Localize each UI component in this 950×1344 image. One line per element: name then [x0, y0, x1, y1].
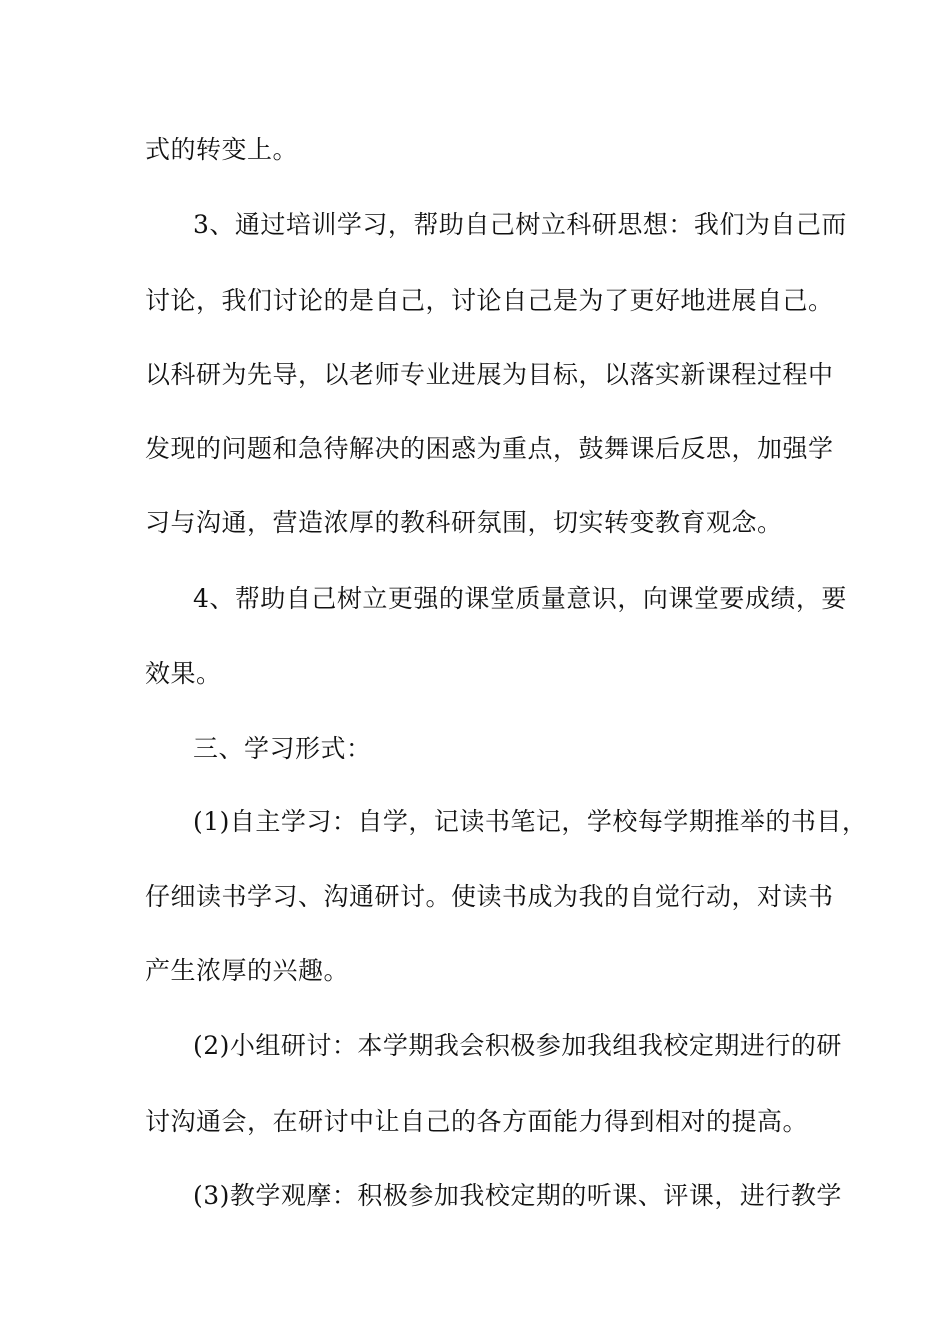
text-line: 发现的问题和急待解决的困惑为重点，鼓舞课后反思，加强学	[145, 434, 834, 463]
text-line: (2)小组研讨：本学期我会积极参加我组我校定期进行的研	[193, 1031, 842, 1060]
text-line: (3)教学观摩：积极参加我校定期的听课、评课，进行教学	[193, 1181, 842, 1210]
text-line: (1)自主学习：自学，记读书笔记，学校每学期推举的书目，	[193, 807, 868, 836]
text-line: 4、帮助自己树立更强的课堂质量意识，向课堂要成绩，要	[193, 584, 847, 613]
section-heading: 三、学习形式：	[193, 734, 372, 763]
text-line: 效果。	[145, 659, 222, 688]
text-line: 式的转变上。	[145, 135, 299, 164]
text-line: 仔细读书学习、沟通研讨。使读书成为我的自觉行动，对读书	[145, 882, 834, 911]
text-line: 讨沟通会，在研讨中让自己的各方面能力得到相对的提高。	[145, 1107, 809, 1136]
text-line: 产生浓厚的兴趣。	[145, 956, 350, 985]
text-line: 以科研为先导，以老师专业进展为目标，以落实新课程过程中	[145, 360, 834, 389]
text-line: 讨论，我们讨论的是自己，讨论自己是为了更好地进展自己。	[145, 286, 834, 315]
text-line: 习与沟通，营造浓厚的教科研氛围，切实转变教育观念。	[145, 508, 783, 537]
text-line: 3、通过培训学习，帮助自己树立科研思想：我们为自己而	[193, 210, 847, 239]
